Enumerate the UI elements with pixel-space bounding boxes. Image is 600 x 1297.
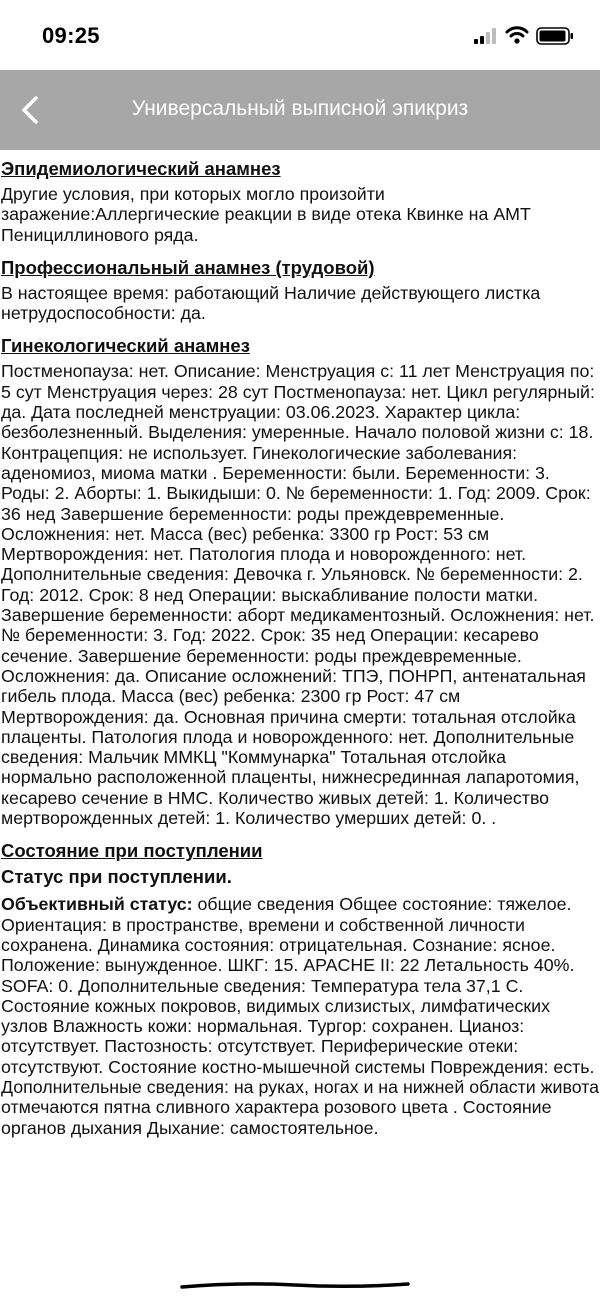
handwritten-mark-icon — [180, 1279, 410, 1291]
objective-status-label: Объективный статус: — [1, 894, 193, 915]
section-title: Профессиональный анамнез (трудовой) — [1, 256, 375, 278]
section-epidemiological — [1, 158, 600, 245]
section-text: Постменопауза: нет. Описание: Менструация с: 11 лет Менструация по: 5 сут Менструация через: 28 сут Постменопауза: нет. Цикл регулярный: да. Дата последней менструации: 03.06.2023. Характер цикла: безболезненный. Выделения: умеренные. Начало половой жизни с: 18. Контрацепция: не использует. Гинекологические заболевания: аденомиоз, миома матки . Беременности: были. Беременности: 3. Роды: 2. Аборты: 1. Выкидыши: 0. № беременности: 1. Год: 2009. Срок: 36 нед Завершение беременности: роды преждевременные. Осложнения: нет. Масса (вес) ребенка: 3300 гр Рост: 53 см Мертворождения: нет. Патология плода и новорожденного: нет. Дополнительные сведения: Девочка г. Ульяновск. № беременности: 2. Год: 2012. Срок: 8 нед Операции: выскабливание полости матки. Завершение беременности: аборт медикаментозный. Осложнения: нет. № беременности: 3. Год: 2022. Срок: 35 нед Операции: кесарево сечение. Завершение беременности: роды преждевременные. Осложнения: да. Описание осложнений: ТПЭ, ПОНРП, антенатальная гибель плода. Масса (вес) ребенка: 2300 гр Рост: 47 см Мертворождения: да. Основная причина смерти: тотальная отслойка плаценты. Патология плода и новорожденного: нет. Дополнительные сведения: Мальчик ММКЦ "Коммунарка" Тотальная отслойка нормально расположенной плаценты, нижнесрединная лапаротомия, кесарево сечение в НМС. Количество живых детей: 1. Количество мертворожденных детей: 1. Количество умерших детей: 0. . — [1, 361, 595, 829]
section-admission — [1, 840, 600, 1138]
section-text: Другие условия, при которых могло произойти заражение:Аллергические реакции в виде отека Квинке на АМТ Пенициллинового ряда. — [1, 184, 531, 245]
back-button[interactable] — [12, 88, 52, 132]
status-time: 09:25 — [42, 23, 100, 48]
wifi-icon — [505, 25, 529, 45]
section-title: Эпидемиологический анамнез — [1, 158, 281, 179]
nav-bar — [0, 70, 600, 150]
objective-status-text — [1, 894, 600, 1138]
status-bar — [0, 0, 600, 70]
section-title: Состояние при поступлении — [1, 840, 263, 862]
section-gynecological — [1, 335, 600, 828]
chevron-left-icon — [12, 88, 52, 132]
document-content — [0, 158, 600, 1150]
cellular-signal-icon — [474, 28, 498, 44]
section-text: В настоящее время: работающий Наличие действующего листка нетрудоспособности: да. — [1, 282, 541, 324]
objective-status-body: общие сведения Общее состояние: тяжелое. Ориентация: в пространстве, времени и собственной личности сохранена. Динамика состояния: отрицательная. Сознание: ясное. Положение: вынужденное. ШКГ: 15. APACHE II: 22 Летальность 40%. SOFA: 0. Дополнительные сведения: Температура тела 37,1 С. Состояние кожных покровов, видимых слизистых, лимфатических узлов Влажность кожи: нормальная. Тургор: сохранен. Цианоз: отсутствует. Пастозность: отсутствует. Периферические отеки: отсутствуют. Состояние костно-мышечной системы Повреждения: есть. Дополнительные сведения: на руках, ногах и на нижней области живота отмечаются пятна сливного характера розового цвета . Состояние органов дыхания Дыхание: самостоятельное. — [1, 894, 600, 1138]
section-professional — [1, 257, 600, 324]
section-title: Гинекологический анамнез — [1, 335, 250, 357]
status-subtitle: Статус при поступлении. — [1, 866, 232, 888]
battery-icon — [536, 27, 574, 45]
page-title: Универсальный выписной эпикриз — [131, 97, 469, 120]
